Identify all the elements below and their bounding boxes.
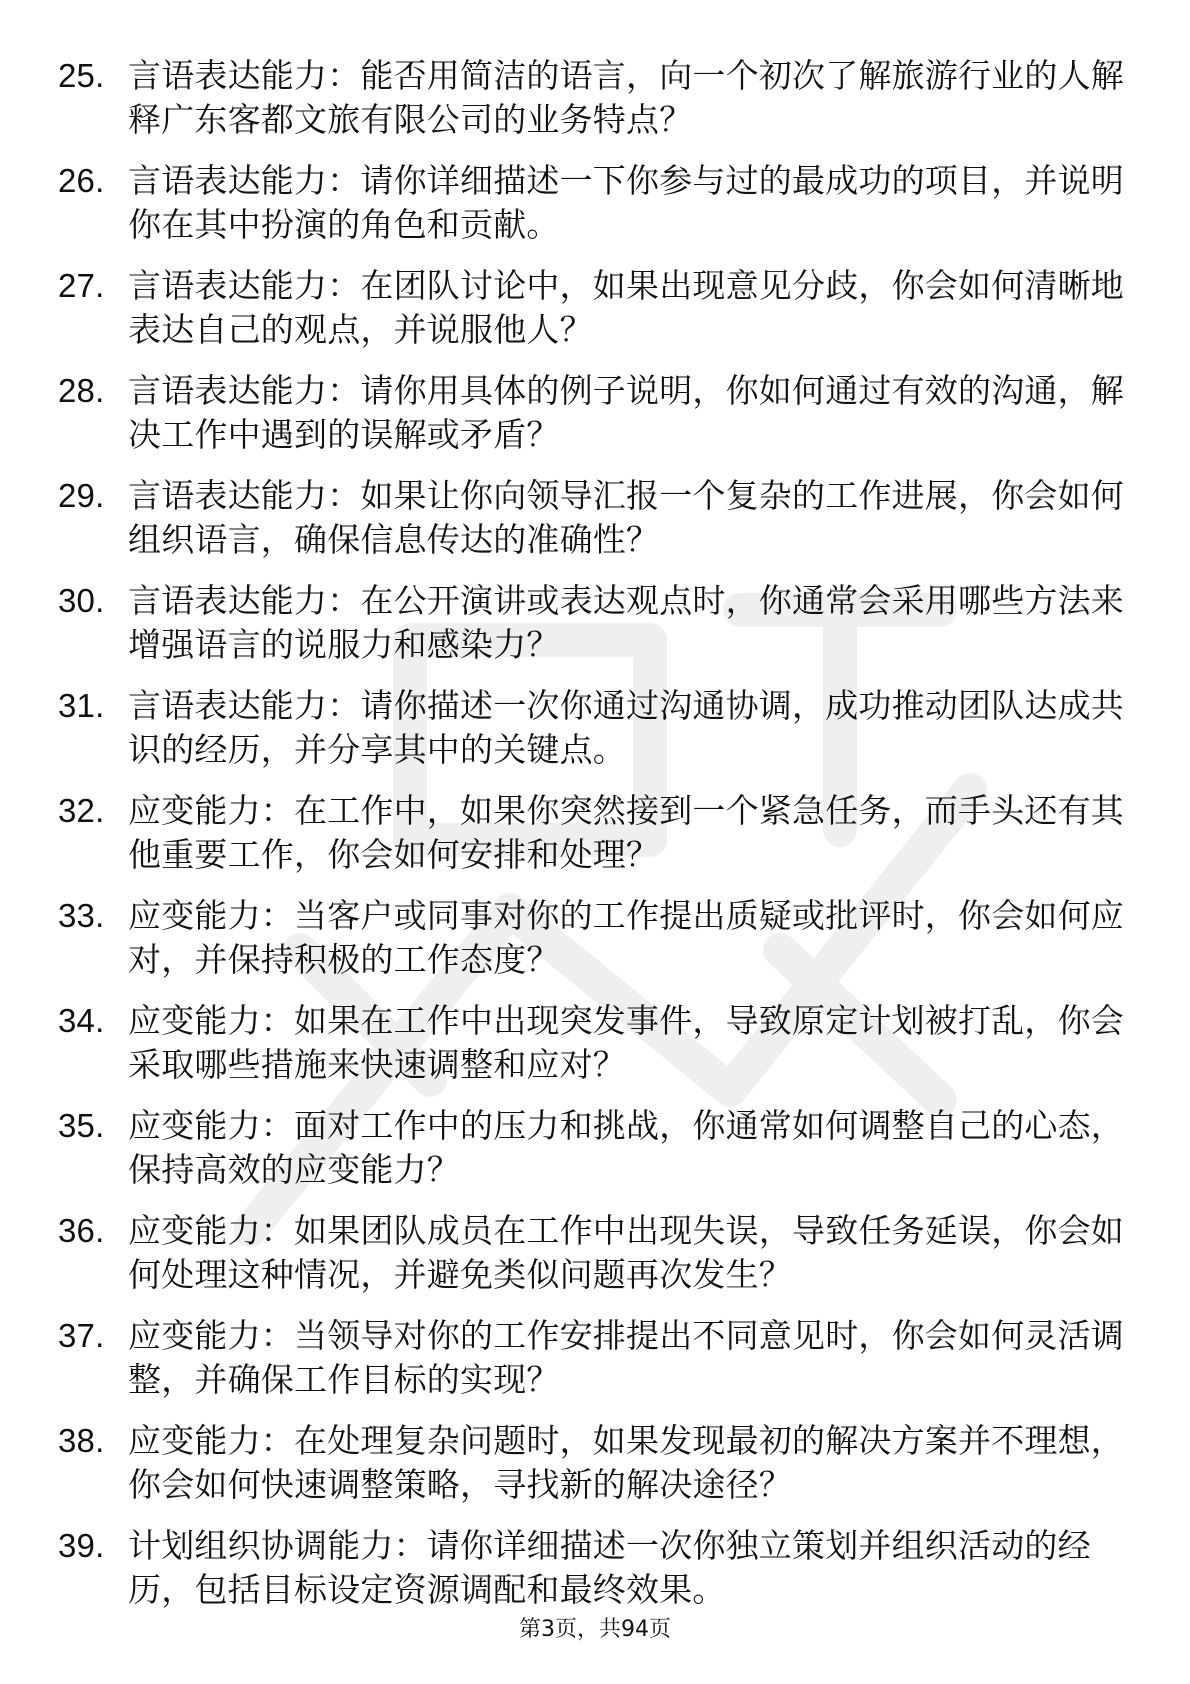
question-text: 应变能力：面对工作中的压力和挑战，你通常如何调整自己的心态，保持高效的应变能力？: [128, 1106, 1124, 1189]
question-text: 言语表达能力：在公开演讲或表达观点时，你通常会采用哪些方法来增强语言的说服力和感染力？: [128, 581, 1124, 664]
question-text: 应变能力：如果团队成员在工作中出现失误，导致任务延误，你会如何处理这种情况，并避免类似问题再次发生？: [128, 1211, 1124, 1294]
question-text: 言语表达能力：能否用简洁的语言，向一个初次了解旅游行业的人解释广东客都文旅有限公司的业务特点？: [128, 56, 1124, 139]
page-footer: [0, 1615, 1190, 1645]
list-item: [58, 264, 1138, 352]
list-item: [58, 1419, 1138, 1507]
question-number: 32.: [58, 792, 105, 829]
list-item: [58, 1104, 1138, 1192]
question-number: 31.: [58, 687, 105, 724]
question-number: 35.: [58, 1107, 105, 1144]
question-text: 言语表达能力：请你用具体的例子说明，你如何通过有效的沟通，解决工作中遇到的误解或矛盾？: [128, 371, 1124, 454]
question-text: 应变能力：如果在工作中出现突发事件，导致原定计划被打乱，你会采取哪些措施来快速调整和应对？: [128, 1001, 1124, 1084]
question-text: 应变能力：在处理复杂问题时，如果发现最初的解决方案并不理想，你会如何快速调整策略，寻找新的解决途径？: [128, 1421, 1124, 1504]
list-item: [58, 894, 1138, 982]
list-item: [58, 474, 1138, 562]
list-item: [58, 159, 1138, 247]
question-number: 33.: [58, 897, 105, 934]
list-item: [58, 684, 1138, 772]
question-number: 30.: [58, 582, 105, 619]
question-number: 39.: [58, 1527, 105, 1564]
question-number: 36.: [58, 1212, 105, 1249]
list-item: [58, 369, 1138, 457]
question-number: 37.: [58, 1317, 105, 1354]
question-number: 34.: [58, 1002, 105, 1039]
question-text: 言语表达能力：请你描述一次你通过沟通协调，成功推动团队达成共识的经历，并分享其中的关键点。: [128, 686, 1124, 769]
question-text: 应变能力：在工作中，如果你突然接到一个紧急任务，而手头还有其他重要工作，你会如何安排和处理？: [128, 791, 1124, 874]
question-text: 言语表达能力：在团队讨论中，如果出现意见分歧，你会如何清晰地表达自己的观点，并说服他人？: [128, 266, 1124, 349]
page-number-label: 第3页，共94页: [519, 1617, 671, 1642]
question-number: 38.: [58, 1422, 105, 1459]
question-text: 应变能力：当领导对你的工作安排提出不同意见时，你会如何灵活调整，并确保工作目标的实现？: [128, 1316, 1124, 1399]
question-number: 28.: [58, 372, 105, 409]
question-number: 29.: [58, 477, 105, 514]
question-number: 26.: [58, 162, 105, 199]
list-item: [58, 1209, 1138, 1297]
list-item: [58, 789, 1138, 877]
question-number: 27.: [58, 267, 105, 304]
question-text: 应变能力：当客户或同事对你的工作提出质疑或批评时，你会如何应对，并保持积极的工作态度？: [128, 896, 1124, 979]
list-item: [58, 1314, 1138, 1402]
question-number: 25.: [58, 57, 105, 94]
list-item: [58, 1524, 1138, 1612]
question-text: 言语表达能力：请你详细描述一下你参与过的最成功的项目，并说明你在其中扮演的角色和贡献。: [128, 161, 1124, 244]
list-item: [58, 999, 1138, 1087]
list-item: [58, 579, 1138, 667]
question-text: 计划组织协调能力：请你详细描述一次你独立策划并组织活动的经历，包括目标设定资源调配和最终效果。: [128, 1526, 1091, 1609]
document-body: [58, 54, 1138, 1629]
list-item: [58, 54, 1138, 142]
question-list: [58, 54, 1138, 1612]
question-text: 言语表达能力：如果让你向领导汇报一个复杂的工作进展，你会如何组织语言，确保信息传达的准确性？: [128, 476, 1124, 559]
